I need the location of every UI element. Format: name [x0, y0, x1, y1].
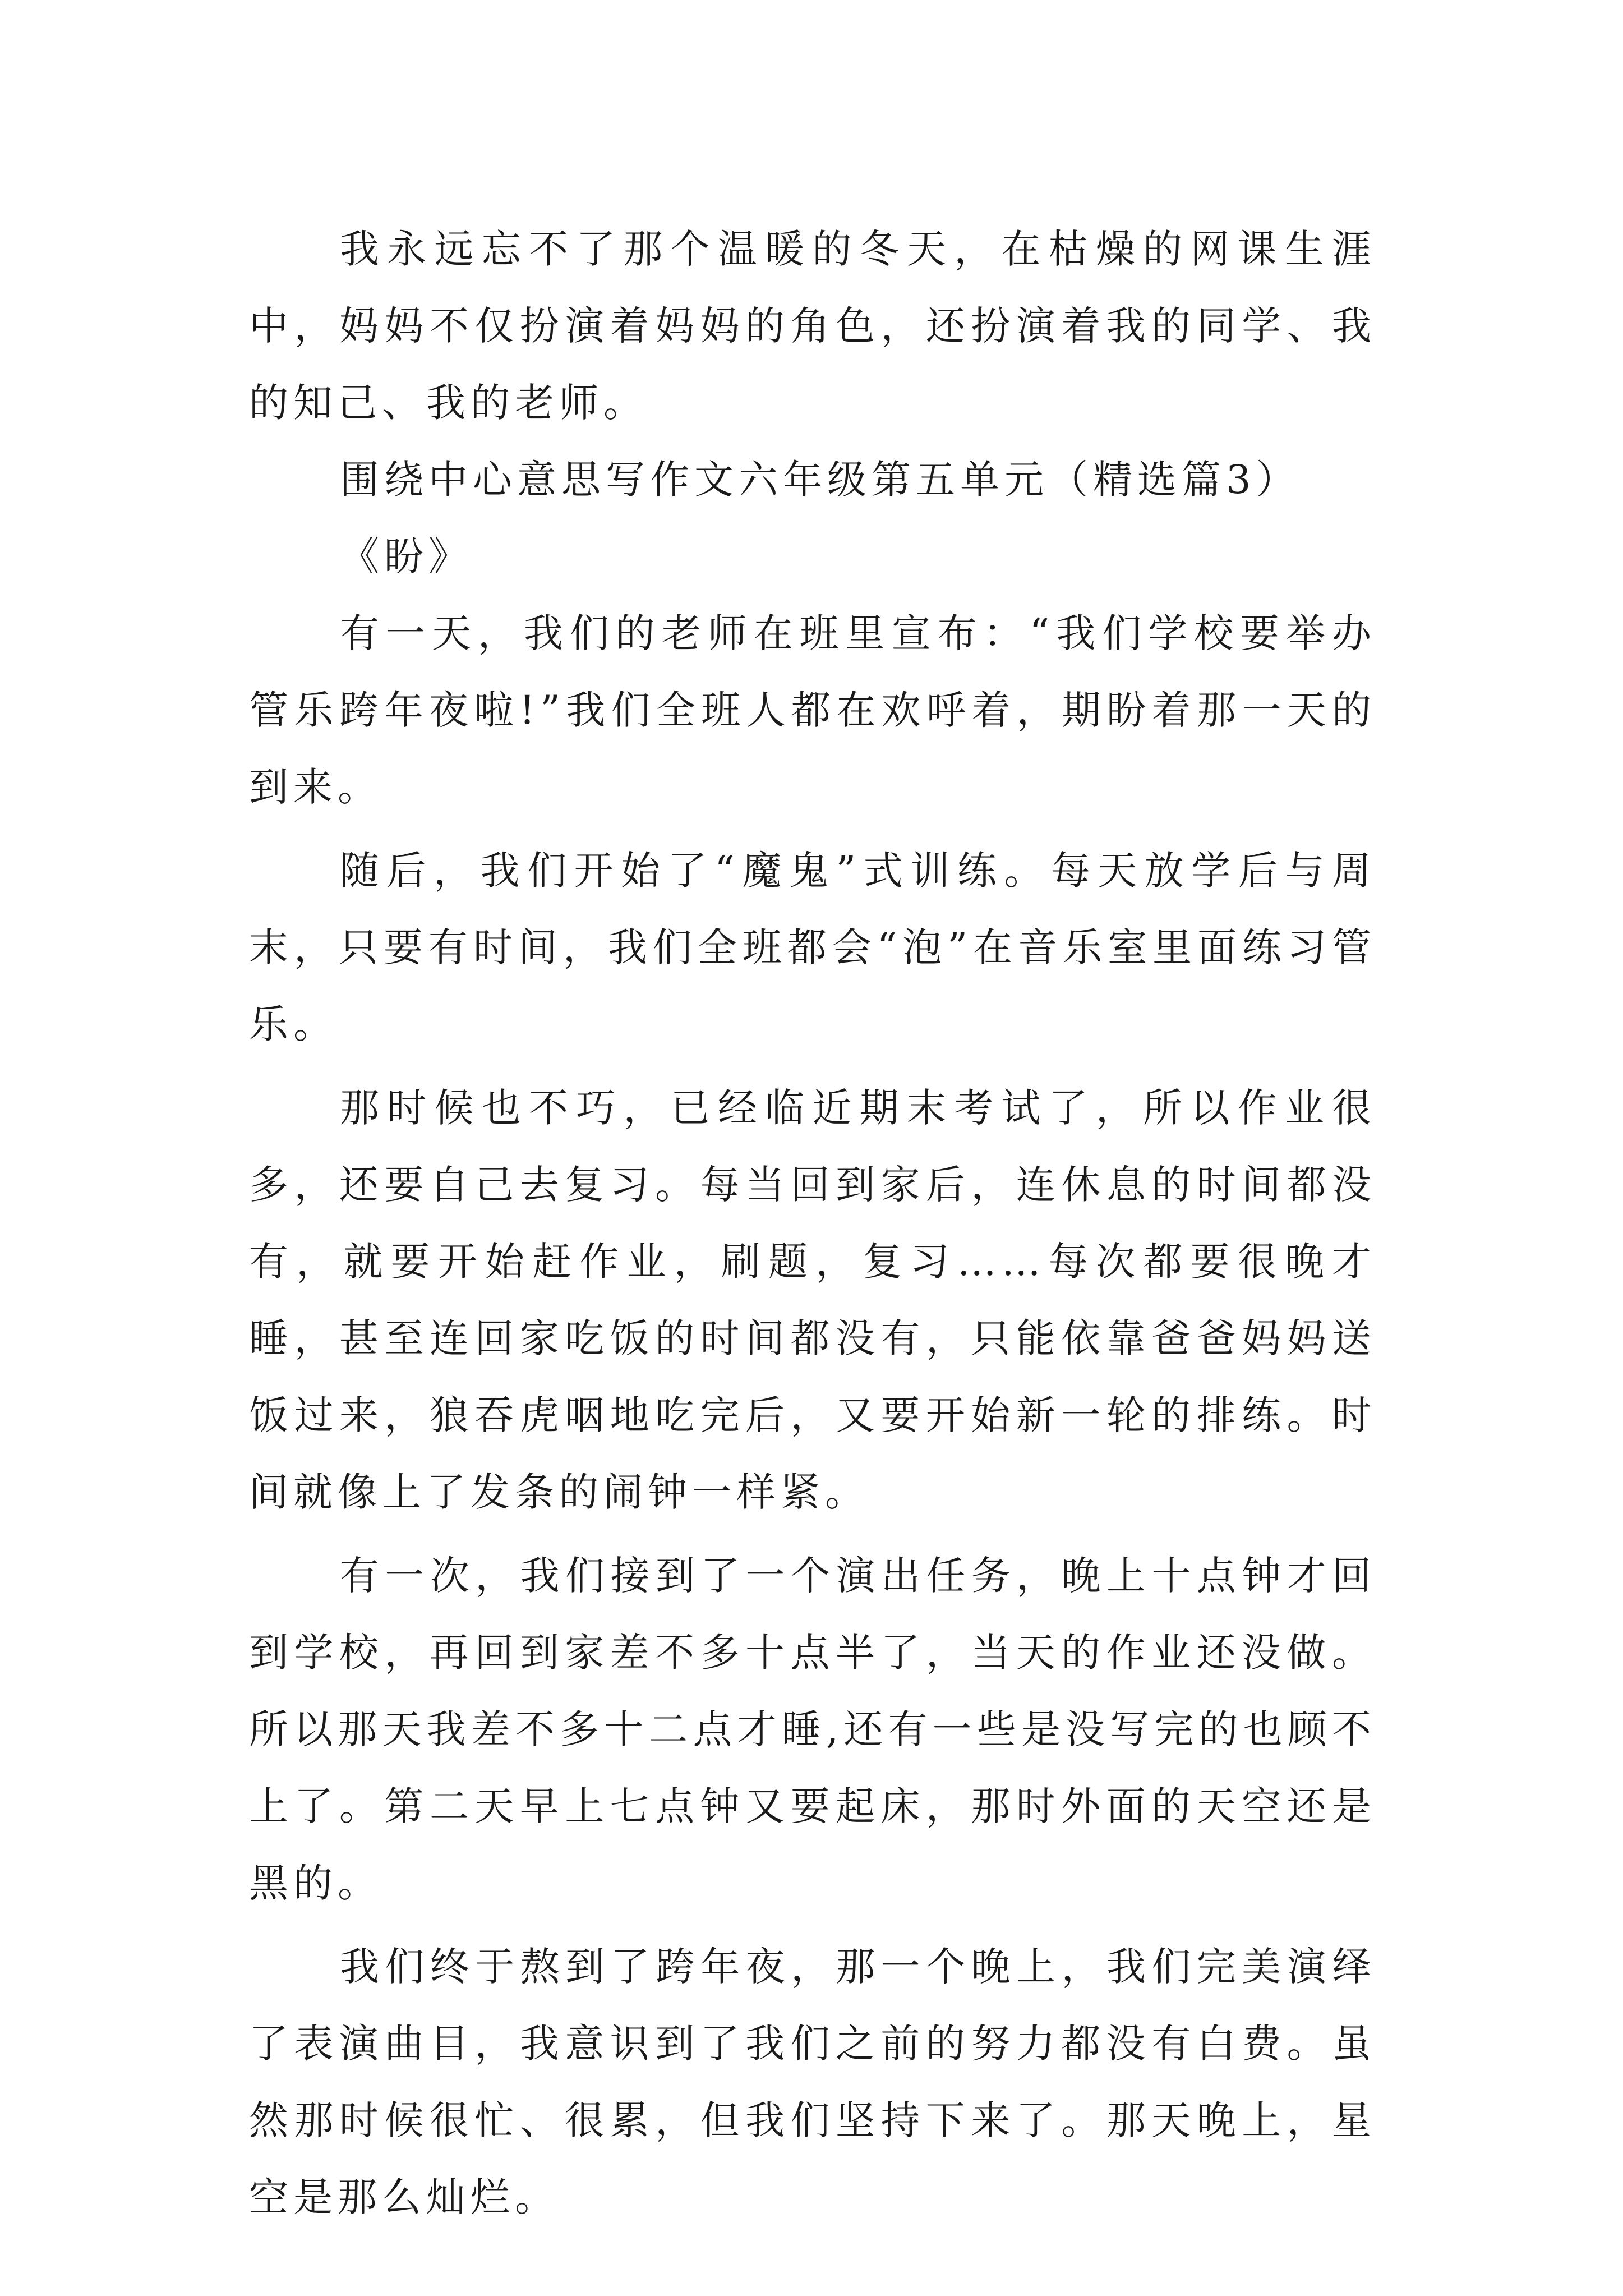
- document-body: [249, 211, 1376, 2236]
- paragraph-closing: 我永远忘不了那个温暖的冬天，在枯燥的网课生涯中，妈妈不仅扮演着妈妈的角色，还扮演着我的同学、我的知己、我的老师。: [249, 226, 1376, 426]
- paragraph-announcement: 有一天，我们的老师在班里宣布：“我们学校要举办管乐跨年夜啦!”我们全班人都在欢呼着，期盼着那一天的到来。: [249, 610, 1376, 810]
- paragraph-training: 随后，我们开始了“魔鬼”式训练。每天放学后与周末，只要有时间，我们全班都会“泡”在音乐室里面练习管乐。: [249, 848, 1376, 1047]
- section-heading: 围绕中心意思写作文六年级第五单元（精选篇3）: [340, 457, 1301, 503]
- paragraph-exams: 那时候也不巧，已经临近期末考试了，所以作业很多，还要自己去复习。每当回到家后，连休息的时间都没有，就要开始赶作业，刷题，复习……每次都要很晚才睡，甚至连回家吃饭的时间都没有，只能依靠爸爸妈妈送饭过来，狼吞虎咽地吃完后，又要开始新一轮的排练。时间就像上了发条的闹钟一样紧。: [249, 1085, 1376, 1515]
- paragraph-new-year-eve: 我们终于熬到了跨年夜，那一个晚上，我们完美演绎了表演曲目，我意识到了我们之前的努力都没有白费。虽然那时候很忙、很累，但我们坚持下来了。那天晚上，星空是那么灿烂。: [249, 1944, 1376, 2220]
- paragraph-performance: 有一次，我们接到了一个演出任务，晚上十点钟才回到学校，再回到家差不多十点半了，当天的作业还没做。所以那天我差不多十二点才睡,还有一些是没写完的也顾不上了。第二天早上七点钟又要起床，那时外面的天空还是黑的。: [249, 1553, 1376, 1906]
- essay-title: 《盼》: [340, 533, 473, 579]
